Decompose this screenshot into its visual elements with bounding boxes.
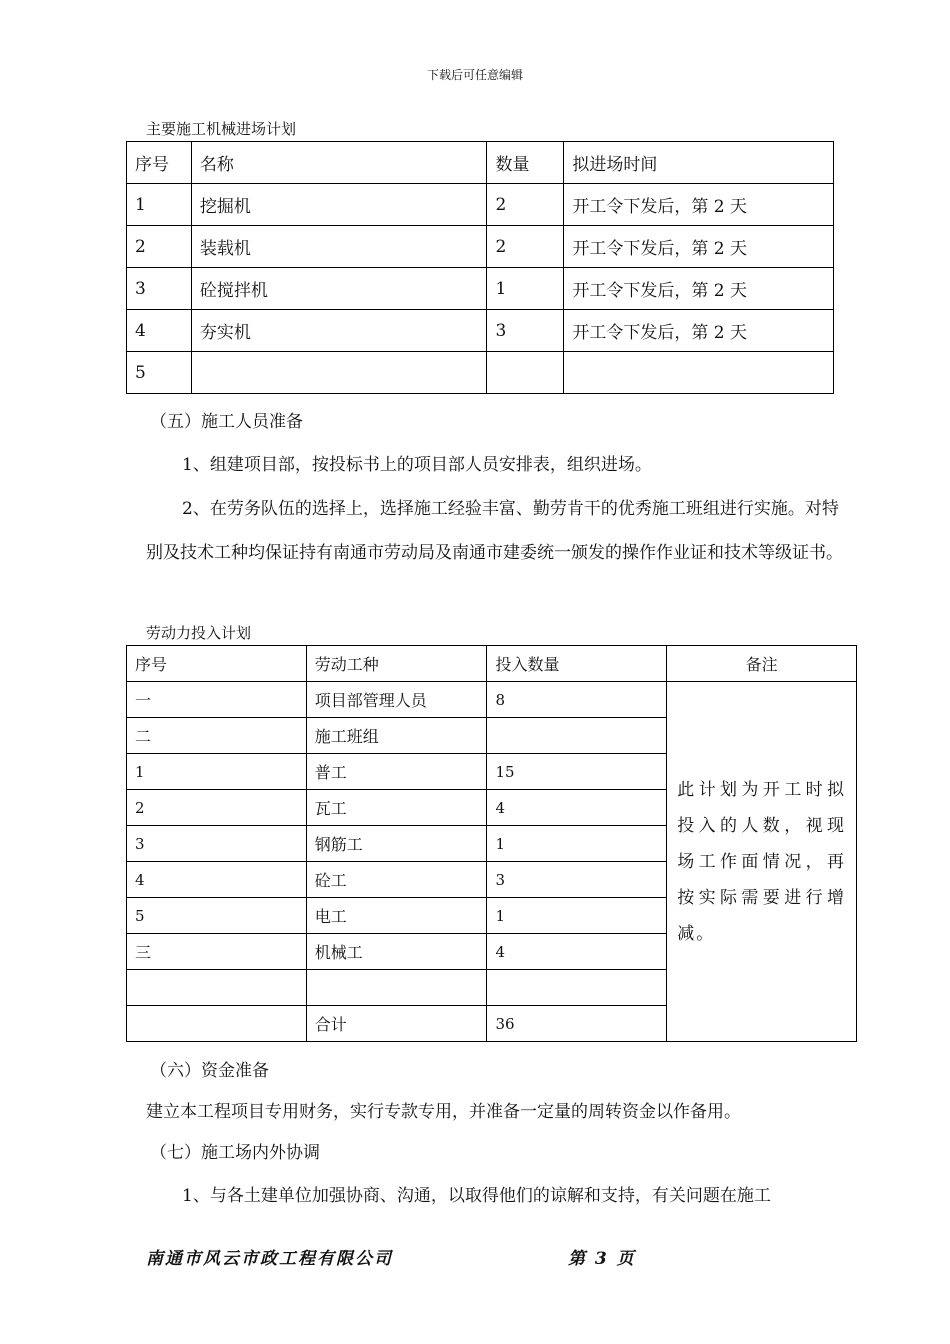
col-header: 拟进场时间 — [564, 142, 834, 184]
table-cell: 1 — [127, 184, 192, 226]
table-cell: 5 — [127, 898, 307, 934]
table-cell: 8 — [487, 682, 667, 718]
table-cell — [191, 352, 487, 394]
table-row — [127, 310, 834, 352]
col-header: 序号 — [127, 646, 307, 682]
col-header: 数量 — [487, 142, 564, 184]
section6-heading: （六）资金准备 — [150, 1061, 269, 1081]
footer-page-number: 第 3 页 — [568, 1249, 636, 1269]
col-header: 备注 — [667, 646, 857, 682]
section7-heading: （七）施工场内外协调 — [150, 1143, 320, 1163]
section7-paragraph: 1、与各土建单位加强协商、沟通，以取得他们的谅解和支持，有关问题在施工 — [182, 1186, 771, 1206]
table-cell: 5 — [127, 352, 192, 394]
machinery-caption: 主要施工机械进场计划 — [146, 120, 297, 138]
table-cell: 砼搅拌机 — [191, 268, 487, 310]
table-cell: 开工令下发后，第 2 天 — [564, 184, 834, 226]
table-cell: 开工令下发后，第 2 天 — [564, 226, 834, 268]
col-header: 名称 — [191, 142, 487, 184]
table-row — [127, 682, 857, 718]
table-cell: 挖掘机 — [191, 184, 487, 226]
table-cell: 施工班组 — [306, 718, 487, 754]
table-cell: 1 — [487, 268, 564, 310]
machinery-table — [126, 141, 834, 394]
section5-paragraph-1: 1、组建项目部，按投标书上的项目部人员安排表，组织进场。 — [182, 455, 652, 475]
table-row — [127, 268, 834, 310]
labor-caption: 劳动力投入计划 — [146, 624, 252, 642]
table-cell: 夯实机 — [191, 310, 487, 352]
table-cell: 合计 — [306, 1006, 487, 1042]
table-header-row — [127, 142, 834, 184]
col-header: 劳动工种 — [306, 646, 487, 682]
table-cell: 4 — [487, 790, 667, 826]
section6-paragraph: 建立本工程项目专用财务，实行专款专用，并准备一定量的周转资金以作备用。 — [146, 1102, 741, 1122]
table-cell: 3 — [127, 268, 192, 310]
table-cell: 瓦工 — [306, 790, 487, 826]
table-cell — [127, 970, 307, 1006]
table-cell: 电工 — [306, 898, 487, 934]
table-cell: 2 — [487, 184, 564, 226]
table-cell: 一 — [127, 682, 307, 718]
col-header: 序号 — [127, 142, 192, 184]
table-cell — [487, 718, 667, 754]
labor-note: 此计划为开工时拟投入的人数，视现场工作面情况，再按实际需要进行增减。 — [667, 682, 857, 1042]
table-cell: 项目部管理人员 — [306, 682, 487, 718]
table-cell — [487, 352, 564, 394]
table-row — [127, 352, 834, 394]
table-cell — [487, 970, 667, 1006]
table-cell: 4 — [127, 310, 192, 352]
table-cell: 2 — [127, 226, 192, 268]
table-cell: 3 — [127, 826, 307, 862]
table-cell: 2 — [127, 790, 307, 826]
section5-heading: （五）施工人员准备 — [150, 412, 303, 432]
header-note: 下载后可任意编辑 — [426, 68, 523, 82]
table-cell: 3 — [487, 862, 667, 898]
table-cell: 装载机 — [191, 226, 487, 268]
table-cell: 机械工 — [306, 934, 487, 970]
table-header-row — [127, 646, 857, 682]
table-cell — [127, 1006, 307, 1042]
table-cell — [306, 970, 487, 1006]
col-header: 投入数量 — [487, 646, 667, 682]
table-cell: 开工令下发后，第 2 天 — [564, 310, 834, 352]
table-cell: 36 — [487, 1006, 667, 1042]
table-cell: 三 — [127, 934, 307, 970]
table-cell: 开工令下发后，第 2 天 — [564, 268, 834, 310]
labor-table — [126, 645, 857, 1042]
table-cell: 2 — [487, 226, 564, 268]
table-cell: 3 — [487, 310, 564, 352]
table-cell: 15 — [487, 754, 667, 790]
table-row — [127, 226, 834, 268]
table-cell: 4 — [487, 934, 667, 970]
table-cell: 1 — [487, 826, 667, 862]
table-cell: 砼工 — [306, 862, 487, 898]
table-cell: 1 — [487, 898, 667, 934]
table-cell: 钢筋工 — [306, 826, 487, 862]
table-cell: 二 — [127, 718, 307, 754]
table-cell — [564, 352, 834, 394]
table-row — [127, 184, 834, 226]
table-cell: 普工 — [306, 754, 487, 790]
section5-paragraph-2: 2、在劳务队伍的选择上，选择施工经验丰富、勤劳肯干的优秀施工班组进行实施。对特别及技术工种均保证持有南通市劳动局及南通市建委统一颁发的操作作业证和技术等级证书。 — [146, 499, 843, 563]
footer-company: 南通市风云市政工程有限公司 — [146, 1249, 393, 1269]
table-cell: 1 — [127, 754, 307, 790]
table-cell: 4 — [127, 862, 307, 898]
